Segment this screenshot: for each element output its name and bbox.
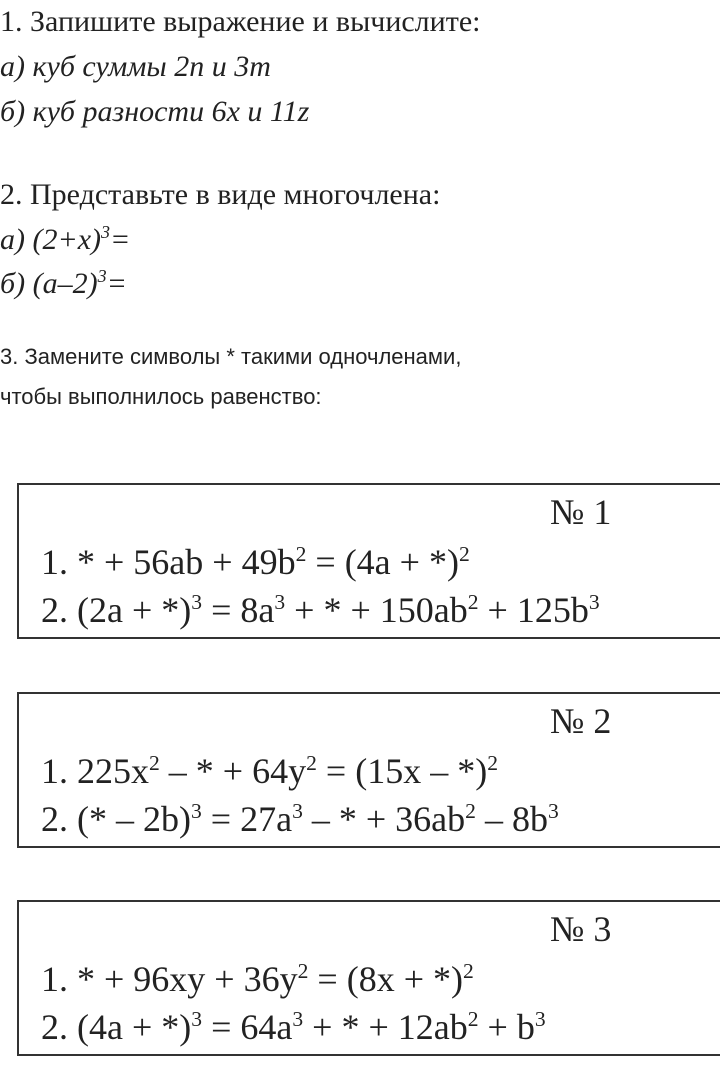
equation-text: = (4a + *) <box>306 542 459 582</box>
task2-item-a-equals: = <box>110 223 131 256</box>
variant-equation-1 <box>41 540 470 584</box>
task2-title: 2. Представьте в виде многочлена: <box>0 178 441 211</box>
equation-text: – * + 36ab <box>302 799 466 839</box>
exponent: 2 <box>465 799 476 824</box>
equation-text: + * + 150ab <box>285 590 468 630</box>
equation-text: 1. * + 56ab + 49b <box>41 542 296 582</box>
exponent: 3 <box>588 590 600 615</box>
exponent: 3 <box>190 799 202 824</box>
equation-text: 2. (4a + *) <box>41 1007 192 1047</box>
exponent: 2 <box>467 590 479 615</box>
task1-item-a: а) куб суммы 2n и 3m <box>0 50 271 83</box>
equation-text: – * + 64y <box>159 751 307 791</box>
variant-box-1 <box>17 483 720 639</box>
task2-item-b-exponent: 3 <box>97 266 107 287</box>
exponent: 3 <box>191 590 203 615</box>
equation-text: = (8x + *) <box>308 959 463 999</box>
exponent: 3 <box>292 799 303 824</box>
task2-item-a-exponent: 3 <box>101 222 111 243</box>
equation-text: = 27a <box>201 799 293 839</box>
task1-title: 1. Запишите выражение и вычислите: <box>0 5 481 38</box>
equation-text: = (15x – *) <box>316 751 488 791</box>
variant-box-3 <box>17 900 720 1056</box>
task2-item-b-equals: = <box>106 267 127 300</box>
equation-text: + 125b <box>478 590 589 630</box>
exponent: 2 <box>463 959 474 984</box>
variant-number: № 1 <box>550 492 612 532</box>
exponent: 3 <box>191 1007 203 1032</box>
equation-text: + * + 12ab <box>303 1007 468 1047</box>
variant-equation-2 <box>41 588 600 632</box>
equation-text: 1. * + 96xy + 36y <box>41 959 298 999</box>
equation-text: 2. (* – 2b) <box>41 799 191 839</box>
task2-item-a-base: а) (2+x) <box>0 223 102 256</box>
exponent: 3 <box>547 799 559 824</box>
exponent: 2 <box>458 542 470 567</box>
exponent: 2 <box>295 542 307 567</box>
equation-text: = 64a <box>202 1007 293 1047</box>
variant-box-2 <box>17 692 720 848</box>
task3-line2: чтобы выполнилось равенство: <box>0 384 322 409</box>
exponent: 3 <box>292 1007 304 1032</box>
exponent: 2 <box>149 751 160 776</box>
task2-item-a <box>0 220 130 260</box>
equation-text: = 8a <box>202 590 275 630</box>
variant-equation-1 <box>41 749 498 793</box>
task3-line1: 3. Замените символы * такими одночленами, <box>0 344 462 369</box>
equation-text: 1. 225x <box>41 751 149 791</box>
variant-equation-1 <box>41 957 474 1001</box>
exponent: 2 <box>297 959 309 984</box>
exponent: 2 <box>467 1007 479 1032</box>
task1-item-b: б) куб разности 6x и 11z <box>0 95 310 128</box>
exponent: 3 <box>274 590 286 615</box>
variant-number: № 2 <box>550 701 612 741</box>
variant-equation-2 <box>41 1005 546 1049</box>
exponent: 2 <box>306 751 317 776</box>
task2-item-b-base: б) (a–2) <box>0 267 98 300</box>
task2-item-b <box>0 264 127 304</box>
exponent: 3 <box>534 1007 546 1032</box>
equation-text: – 8b <box>475 799 548 839</box>
equation-text: + b <box>478 1007 535 1047</box>
variant-equation-2 <box>41 797 559 841</box>
exponent: 2 <box>487 751 498 776</box>
variant-number: № 3 <box>550 909 612 949</box>
equation-text: 2. (2a + *) <box>41 590 192 630</box>
